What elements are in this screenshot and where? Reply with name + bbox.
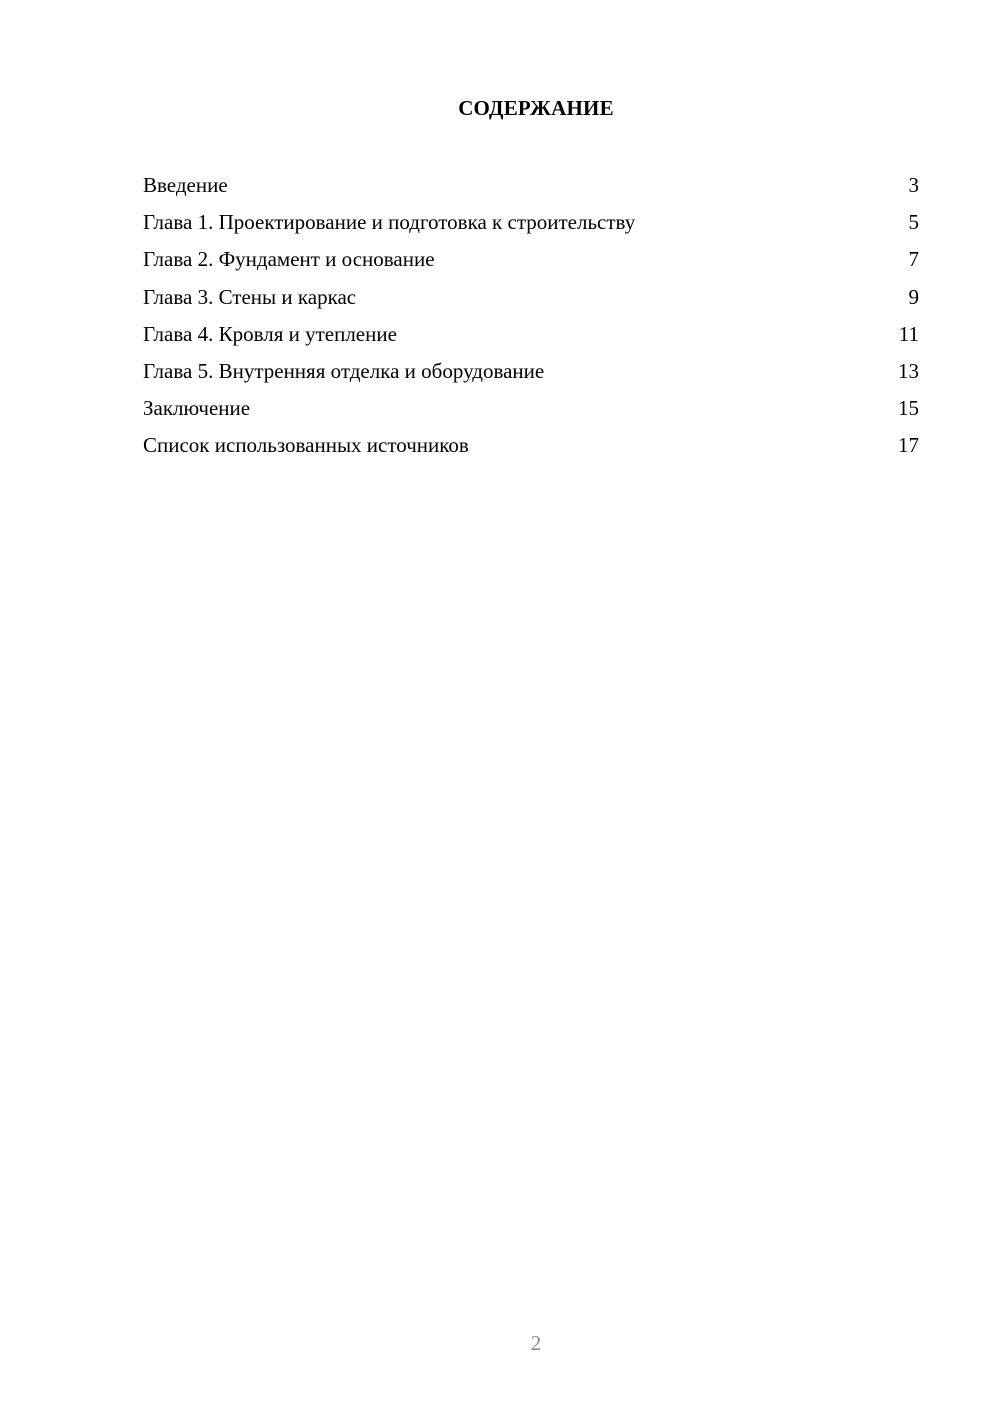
- toc-entry-label: Введение: [143, 173, 228, 197]
- toc-entry-label: Глава 4. Кровля и утепление: [143, 321, 397, 346]
- toc-entry-page-number: 7: [908, 247, 919, 272]
- toc-entry-chapter-3[interactable]: [143, 281, 919, 318]
- toc-entry-page-number: 11: [898, 321, 919, 346]
- toc-entry-chapter-2[interactable]: [143, 243, 919, 280]
- toc-entry-references[interactable]: [143, 429, 919, 466]
- toc-entry-page-number: 3: [908, 173, 919, 197]
- toc-entry-label: Заключение: [143, 396, 251, 421]
- toc-entry-label: Глава 2. Фундамент и основание: [143, 247, 435, 272]
- page-number: 2: [530, 1331, 542, 1355]
- table-of-contents: [143, 169, 919, 467]
- toc-entry-page-number: 15: [898, 396, 919, 421]
- toc-entry-chapter-4[interactable]: [143, 318, 919, 355]
- toc-title: СОДЕРЖАНИЕ: [458, 96, 614, 120]
- toc-entry-chapter-5[interactable]: [143, 355, 919, 392]
- toc-entry-page-number: 17: [898, 433, 919, 458]
- toc-entry-introduction[interactable]: [143, 169, 919, 206]
- toc-entry-page-number: 9: [908, 284, 919, 309]
- toc-entry-conclusion[interactable]: [143, 392, 919, 429]
- toc-entry-chapter-1[interactable]: [143, 206, 919, 243]
- toc-entry-page-number: 13: [898, 358, 919, 383]
- toc-entry-label: Глава 1. Проектирование и подготовка к строительству: [143, 210, 636, 235]
- toc-entry-page-number: 5: [908, 210, 919, 235]
- toc-entry-label: Глава 5. Внутренняя отделка и оборудование: [143, 358, 545, 383]
- toc-entry-label: Глава 3. Стены и каркас: [143, 284, 357, 309]
- toc-entry-label: Список использованных источников: [143, 433, 469, 458]
